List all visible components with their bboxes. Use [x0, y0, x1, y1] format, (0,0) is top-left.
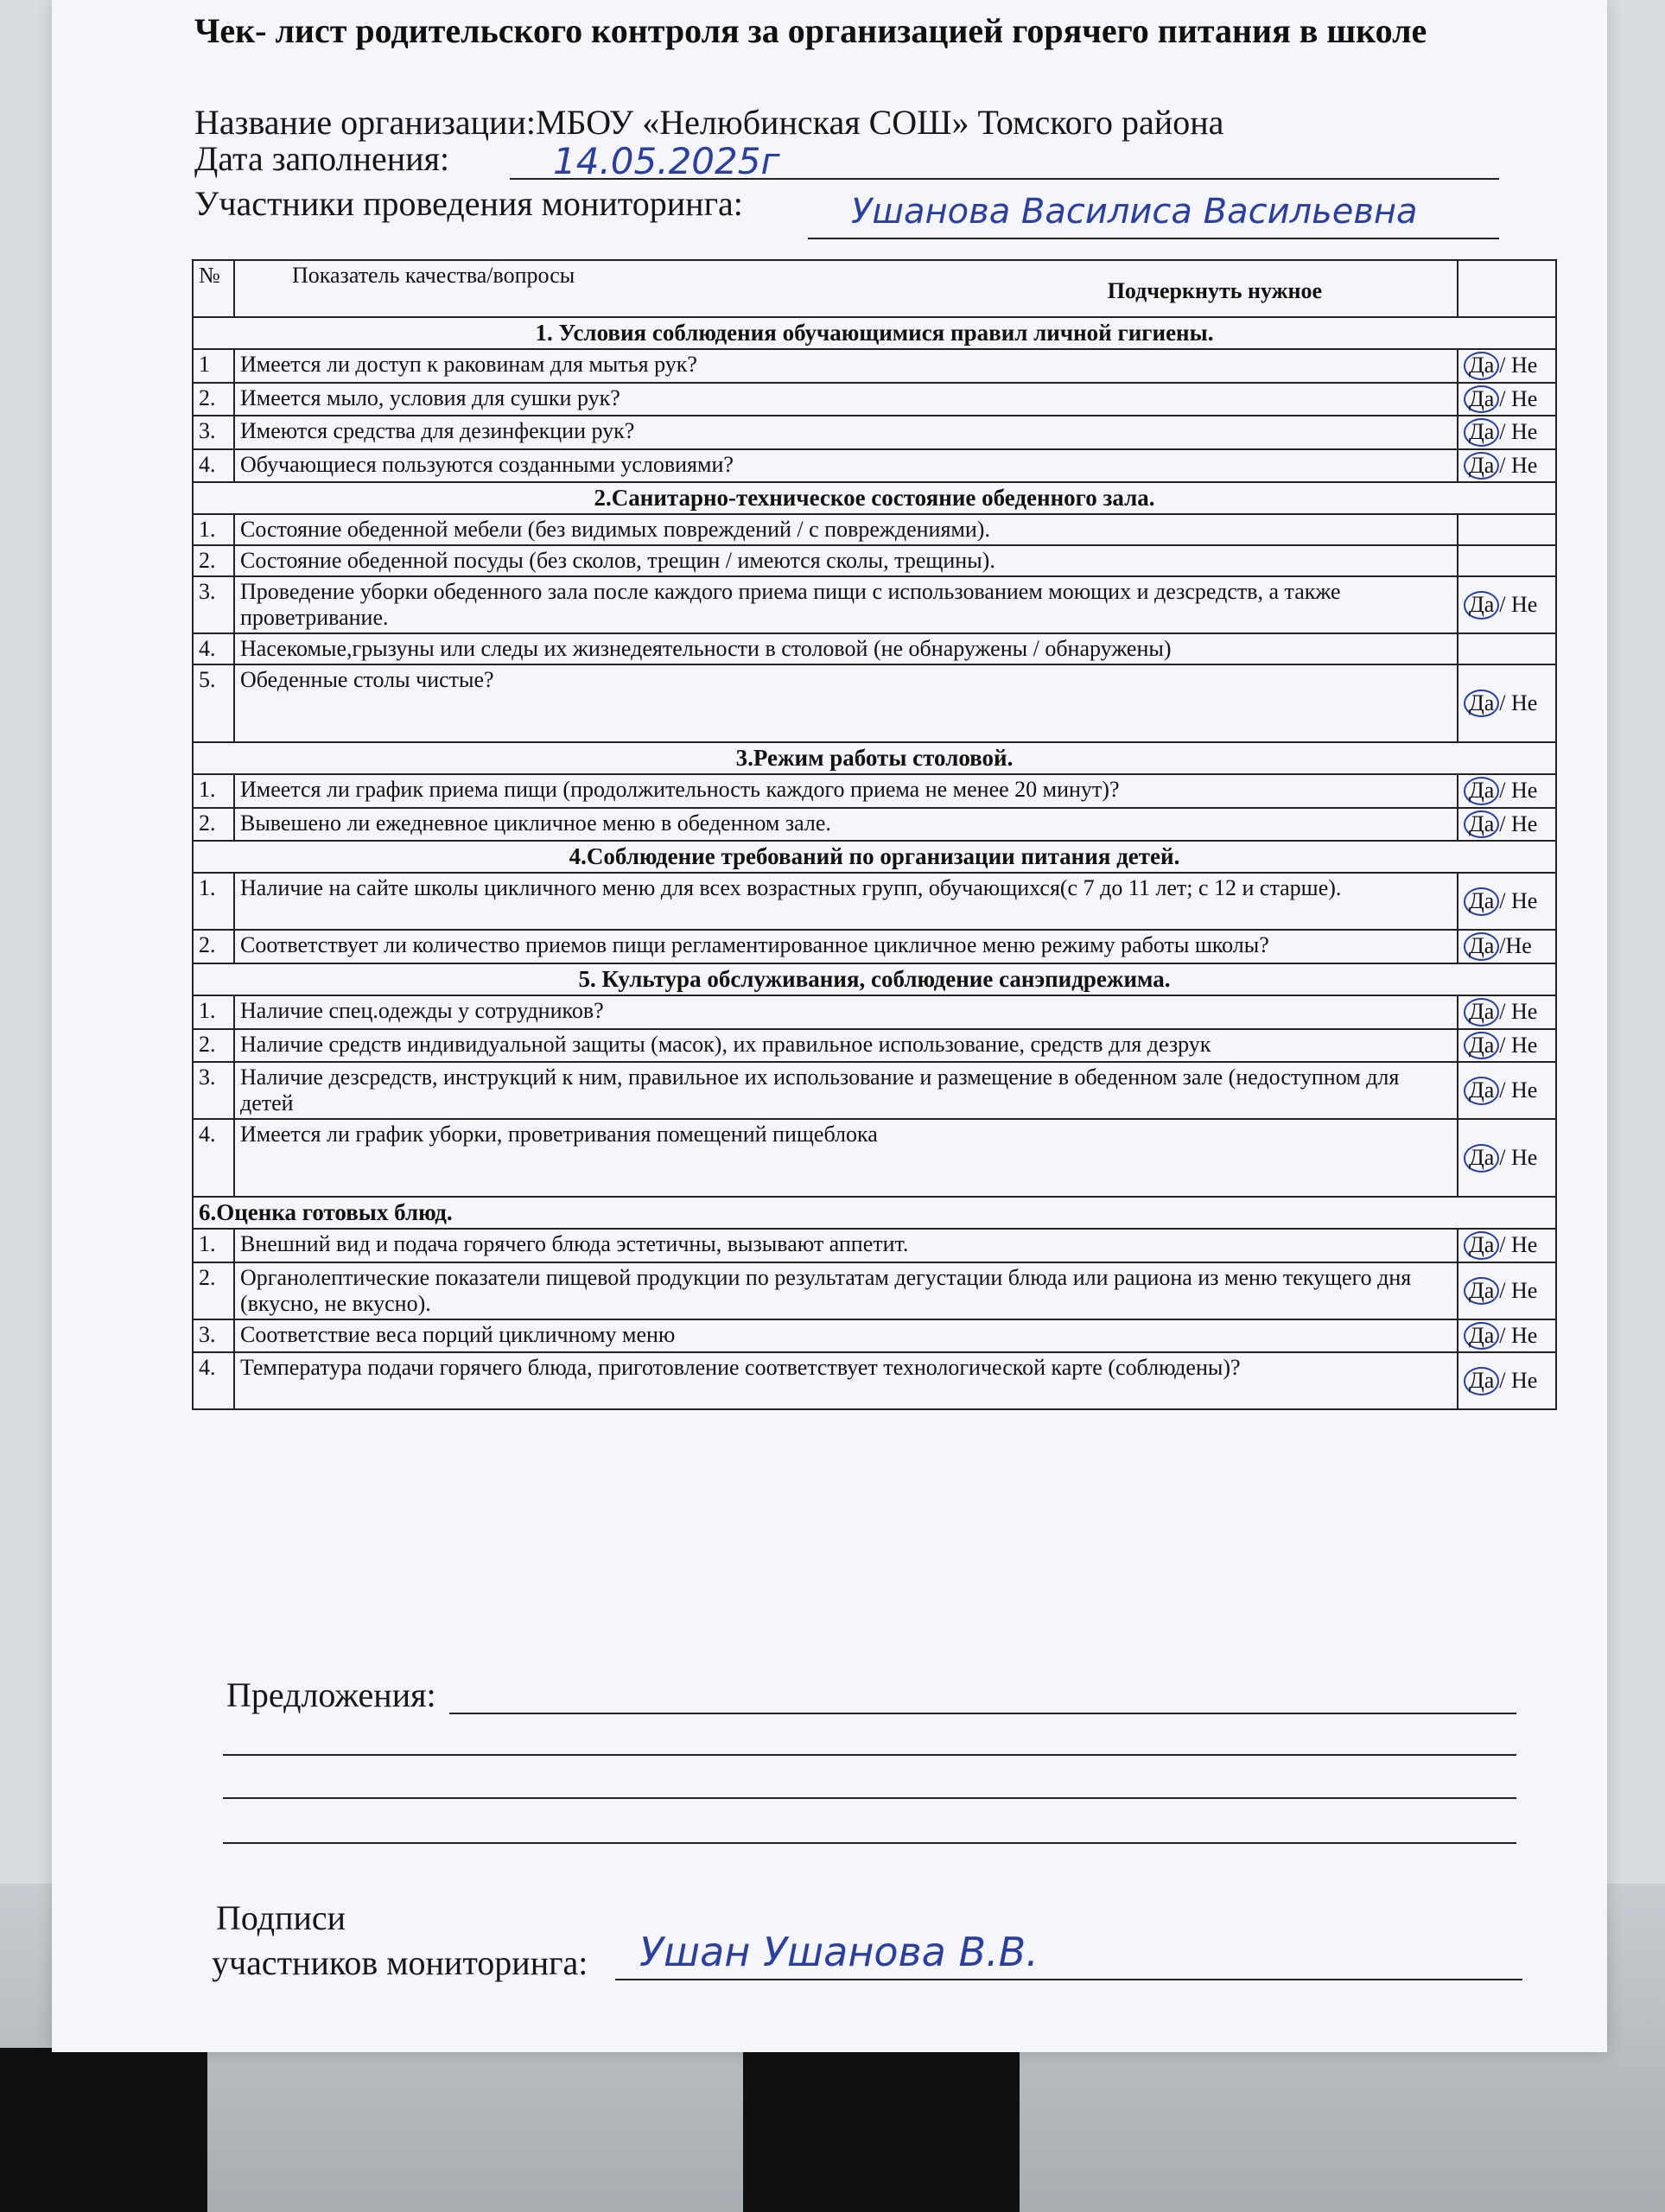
answer-no: / Не [1499, 1322, 1538, 1348]
row-number: 3. [193, 576, 234, 633]
proposals-line-1 [449, 1713, 1516, 1714]
row-number: 1. [193, 995, 234, 1029]
table-row [193, 633, 1556, 664]
shoe-right [743, 2048, 1020, 2212]
row-number: 2. [193, 545, 234, 576]
row-number: 3. [193, 416, 234, 449]
answer-yes-circled: Да [1464, 418, 1499, 447]
table-row [193, 1062, 1556, 1119]
answer-yes-circled: Да [1464, 385, 1499, 414]
answer-yes-circled: Да [1464, 998, 1499, 1027]
proposals-line-2 [223, 1754, 1516, 1756]
header-answer-cell [1458, 260, 1556, 317]
answer-no: / Не [1499, 690, 1538, 715]
row-answer [1458, 416, 1556, 449]
row-question: Соответствие веса порций цикличному меню [234, 1319, 1458, 1353]
row-question: Имеется ли график приема пищи (продолжительность каждого приема не менее 20 минут)? [234, 774, 1458, 808]
participants-value: Ушанова Василиса Васильевна [851, 192, 1418, 232]
row-number: 1. [193, 873, 234, 930]
answer-yes-circled: Да [1464, 452, 1499, 480]
section-title: 1. Условия соблюдения обучающимися правил личной гигиены. [193, 317, 1556, 349]
participants-label: Участники проведения мониторинга: [194, 184, 743, 223]
table-row [193, 349, 1556, 383]
answer-no: / Не [1499, 778, 1538, 804]
row-answer [1458, 873, 1556, 930]
row-number: 5. [193, 664, 234, 742]
table-row [193, 1029, 1556, 1063]
row-question: Органолептические показатели пищевой продукции по результатам дегустации блюда или рациона из меню текущего дня (вкусно, не вкусно). [234, 1262, 1458, 1319]
row-number: 2. [193, 1029, 234, 1063]
table-row [193, 416, 1556, 449]
section-header-row [193, 742, 1556, 774]
answer-yes-circled: Да [1464, 1144, 1499, 1173]
table-row [193, 1352, 1556, 1409]
table-row [193, 664, 1556, 742]
section-header-row [193, 482, 1556, 514]
row-number: 4. [193, 1119, 234, 1197]
row-answer [1458, 774, 1556, 808]
row-answer [1458, 449, 1556, 483]
org-value: МБОУ «Нелюбинская СОШ» Томского района [535, 103, 1224, 142]
section-title: 6.Оценка готовых блюд. [193, 1197, 1556, 1229]
answer-no: / Не [1499, 888, 1538, 914]
row-answer [1458, 514, 1556, 545]
answer-yes-circled: Да [1464, 1077, 1499, 1105]
answer-no: / Не [1499, 419, 1538, 445]
section-header-row [193, 841, 1556, 873]
answer-no: / Не [1499, 1368, 1538, 1394]
table-row [193, 383, 1556, 416]
row-number: 4. [193, 449, 234, 483]
row-answer [1458, 1262, 1556, 1319]
row-answer [1458, 1062, 1556, 1119]
answer-yes-circled: Да [1464, 810, 1499, 839]
answer-yes-circled: Да [1464, 690, 1499, 718]
table-row [193, 1319, 1556, 1353]
row-answer [1458, 995, 1556, 1029]
section-title: 4.Соблюдение требований по организации питания детей. [193, 841, 1556, 873]
row-number: 4. [193, 633, 234, 664]
shoe-left [0, 2048, 207, 2212]
header-number: № [193, 260, 234, 317]
org-line [194, 102, 1223, 143]
row-number: 1 [193, 349, 234, 383]
row-answer [1458, 930, 1556, 963]
row-number: 1. [193, 774, 234, 808]
answer-no: / Не [1499, 591, 1538, 617]
participants-underline [808, 238, 1499, 239]
header-answer-label: Подчеркнуть нужное [1107, 278, 1322, 303]
table-row [193, 449, 1556, 483]
answer-yes-circled: Да [1464, 1231, 1499, 1260]
answer-no: / Не [1499, 1277, 1538, 1303]
answer-no: / Не [1499, 1032, 1538, 1058]
answer-yes-circled: Да [1464, 887, 1499, 916]
table-row [193, 995, 1556, 1029]
table-row [193, 873, 1556, 930]
row-answer [1458, 545, 1556, 576]
row-answer [1458, 1319, 1556, 1353]
row-answer [1458, 664, 1556, 742]
page-title: Чек- лист родительского контроля за организацией горячего питания в школе [194, 11, 1427, 50]
table-row [193, 576, 1556, 633]
row-question: Наличие средств индивидуальной защиты (масок), их правильное использование, средств для дезрук [234, 1029, 1458, 1063]
row-question: Имеется мыло, условия для сушки рук? [234, 383, 1458, 416]
row-question: Вывешено ли ежедневное цикличное меню в обеденном зале. [234, 808, 1458, 842]
section-header-row [193, 317, 1556, 349]
answer-no: / Не [1499, 452, 1538, 478]
row-answer [1458, 1029, 1556, 1063]
row-question: Имеется ли график уборки, проветривания помещений пищеблока [234, 1119, 1458, 1197]
date-value: 14.05.2025г [553, 140, 780, 182]
answer-yes-circled: Да [1464, 591, 1499, 620]
org-label: Название организации: [194, 103, 536, 142]
checklist-table [192, 259, 1557, 1410]
row-question: Обеденные столы чистые? [234, 664, 1458, 742]
row-number: 3. [193, 1062, 234, 1119]
header-indicator [234, 260, 1458, 317]
table-row [193, 545, 1556, 576]
row-question: Обучающиеся пользуются созданными условиями? [234, 449, 1458, 483]
row-question: Насекомые,грызуны или следы их жизнедеятельности в столовой (не обнаружены / обнаружены) [234, 633, 1458, 664]
answer-yes-circled: Да [1464, 777, 1499, 805]
row-number: 1. [193, 1229, 234, 1262]
answer-yes-circled: Да [1464, 932, 1499, 961]
table-row [193, 774, 1556, 808]
answer-yes-circled: Да [1464, 1277, 1499, 1306]
row-answer [1458, 349, 1556, 383]
row-question: Состояние обеденной мебели (без видимых повреждений / с повреждениями). [234, 514, 1458, 545]
proposals-line-4 [223, 1842, 1516, 1844]
answer-no: / Не [1499, 1144, 1538, 1170]
row-number: 4. [193, 1352, 234, 1409]
signatures-value: Ушан Ушанова В.В. [639, 1929, 1039, 1975]
answer-yes-circled: Да [1464, 1322, 1499, 1351]
signatures-label-2: участников мониторинга: [212, 1943, 588, 1982]
row-question: Имеется ли доступ к раковинам для мытья рук? [234, 349, 1458, 383]
answer-no: / Не [1499, 999, 1538, 1025]
row-answer [1458, 1119, 1556, 1197]
row-question: Внешний вид и подача горячего блюда эстетичны, вызывают аппетит. [234, 1229, 1458, 1262]
row-question: Состояние обеденной посуды (без сколов, трещин / имеются сколы, трещины). [234, 545, 1458, 576]
section-title: 5. Культура обслуживания, соблюдение санэпидрежима. [193, 963, 1556, 995]
table-row [193, 1262, 1556, 1319]
row-answer [1458, 808, 1556, 842]
row-number: 2. [193, 1262, 234, 1319]
row-number: 2. [193, 808, 234, 842]
proposals-line-3 [223, 1797, 1516, 1799]
row-number: 2. [193, 383, 234, 416]
section-header-row [193, 1197, 1556, 1229]
section-title: 3.Режим работы столовой. [193, 742, 1556, 774]
row-answer [1458, 1229, 1556, 1262]
answer-no: / Не [1499, 1077, 1538, 1103]
table-row [193, 1229, 1556, 1262]
table-row [193, 514, 1556, 545]
row-answer [1458, 1352, 1556, 1409]
row-answer [1458, 633, 1556, 664]
row-answer [1458, 383, 1556, 416]
date-label: Дата заполнения: [194, 139, 450, 178]
header-indicator-label: Показатель качества/вопросы [292, 263, 575, 288]
answer-no: / Не [1499, 385, 1538, 411]
answer-yes-circled: Да [1464, 352, 1499, 380]
section-header-row [193, 963, 1556, 995]
row-question: Наличие на сайте школы цикличного меню для всех возрастных групп, обучающихся(с 7 до 11 лет; с 12 и старше). [234, 873, 1458, 930]
answer-yes-circled: Да [1464, 1032, 1499, 1060]
section-title: 2.Санитарно-техническое состояние обеденного зала. [193, 482, 1556, 514]
row-question: Соответствует ли количество приемов пищи регламентированное цикличное меню режиму работы школы? [234, 930, 1458, 963]
answer-no: / Не [1499, 1232, 1538, 1258]
answer-no: / Не [1499, 810, 1538, 836]
row-question: Температура подачи горячего блюда, приготовление соответствует технологической карте (соблюдены)? [234, 1352, 1458, 1409]
row-question: Имеются средства для дезинфекции рук? [234, 416, 1458, 449]
table-row [193, 1119, 1556, 1197]
table-row [193, 808, 1556, 842]
table-row [193, 930, 1556, 963]
row-number: 1. [193, 514, 234, 545]
signatures-label-1: Подписи [216, 1898, 346, 1937]
proposals-label: Предложения: [226, 1675, 436, 1714]
table-header-row [193, 260, 1556, 317]
answer-yes-circled: Да [1464, 1367, 1499, 1395]
row-answer [1458, 576, 1556, 633]
row-number: 3. [193, 1319, 234, 1353]
row-question: Наличие дезсредств, инструкций к ним, правильное их использование и размещение в обеденном зале (недоступном для детей [234, 1062, 1458, 1119]
row-number: 2. [193, 930, 234, 963]
answer-no: /Не [1499, 933, 1532, 959]
row-question: Проведение уборки обеденного зала после каждого приема пищи с использованием моющих и дезсредств, а также проветривание. [234, 576, 1458, 633]
answer-no: / Не [1499, 353, 1538, 378]
signatures-underline [615, 1979, 1522, 1980]
row-question: Наличие спец.одежды у сотрудников? [234, 995, 1458, 1029]
